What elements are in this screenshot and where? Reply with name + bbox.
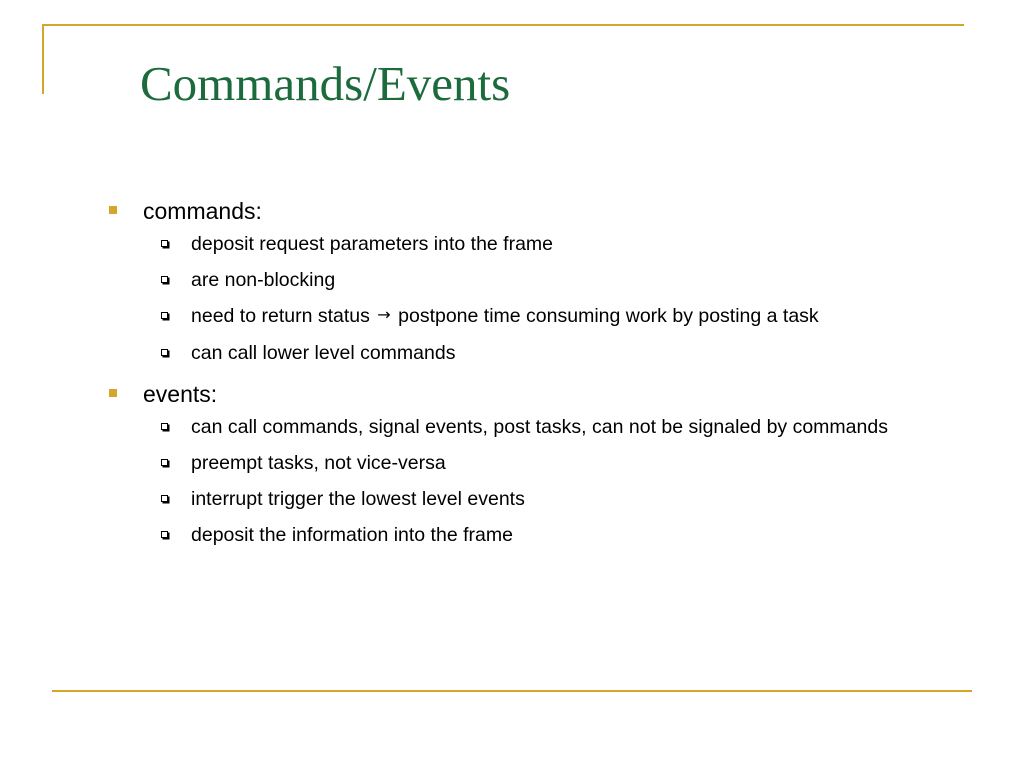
- list-item-text: can call commands, signal events, post tasks, can not be signaled by commands: [191, 416, 888, 438]
- list-item-text: deposit request parameters into the frame: [191, 233, 554, 255]
- square-bullet-icon: [109, 206, 117, 214]
- hollow-square-bullet-icon: [161, 276, 168, 283]
- list-item-text: interrupt trigger the lowest level events: [191, 488, 525, 510]
- frame-top-rule: [42, 24, 964, 26]
- list-item-text: can call lower level commands: [191, 342, 456, 364]
- frame-bottom-rule: [52, 690, 972, 692]
- list-item: [153, 413, 955, 441]
- list-item-text: preempt tasks, not vice-versa: [191, 452, 446, 474]
- list-item-text: are non-blocking: [191, 269, 336, 291]
- hollow-square-bullet-icon: [161, 312, 168, 319]
- hollow-square-bullet-icon: [161, 240, 168, 247]
- section-heading: commands:: [143, 198, 262, 224]
- list-item-text: deposit the information into the frame: [191, 524, 513, 546]
- section-commands: [105, 192, 955, 230]
- hollow-square-bullet-icon: [161, 495, 168, 502]
- commands-list: [105, 230, 955, 367]
- hollow-square-bullet-icon: [161, 423, 168, 430]
- square-bullet-icon: [109, 389, 117, 397]
- section-events: [105, 375, 955, 413]
- hollow-square-bullet-icon: [161, 349, 168, 356]
- list-item: [153, 339, 955, 367]
- hollow-square-bullet-icon: [161, 459, 168, 466]
- hollow-square-bullet-icon: [161, 531, 168, 538]
- bullet-content: [105, 192, 955, 557]
- list-item: [153, 266, 955, 294]
- list-item-text-after-arrow: postpone time consuming work by posting a task: [398, 305, 819, 327]
- list-item: [153, 485, 955, 513]
- list-item: [153, 230, 955, 258]
- list-item: [153, 302, 955, 331]
- right-arrow-icon: →: [377, 305, 391, 324]
- list-item: [153, 449, 955, 477]
- events-list: [105, 413, 955, 549]
- list-item: [153, 521, 955, 549]
- list-item-text-before-arrow: need to return status: [191, 305, 370, 327]
- section-heading: events:: [143, 381, 218, 407]
- slide-title: Commands/Events: [140, 56, 511, 111]
- frame-left-rule: [42, 24, 44, 94]
